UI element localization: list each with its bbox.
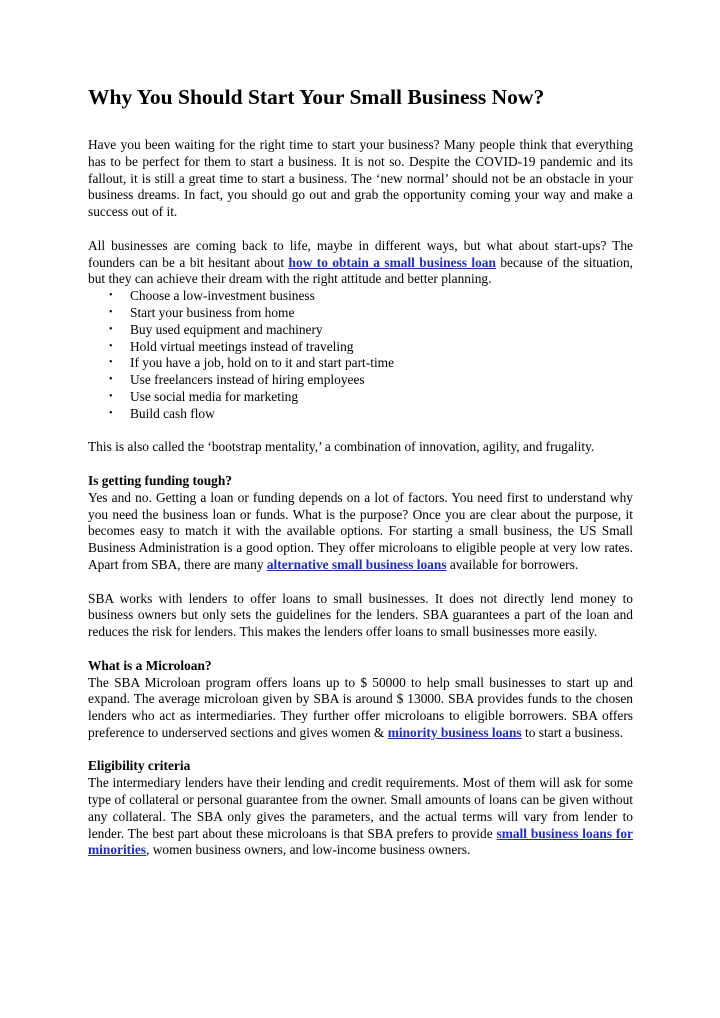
startups-paragraph	[88, 238, 633, 288]
bullet-icon: •	[109, 323, 113, 335]
eligibility-text-before: The intermediary lenders have their lending and credit requirements. Most of them will ask for some type of collateral or personal guarantee from the owner. Small amounts of loans can be given without any collateral. The SBA only gives the parameters, and the actual terms will vary from lender to lender. The best part about these microloans is that SBA prefers to provide	[88, 775, 633, 841]
small-business-loan-link[interactable]: how to obtain a small business loan	[288, 254, 496, 270]
bullet-icon: •	[109, 374, 113, 386]
list-item	[88, 322, 633, 339]
funding-text-before: Yes and no. Getting a loan or funding depends on a lot of factors. You need first to understand why you need the business loan or funds. What is the purpose? Once you are clear about the purpose, it becomes easy to match it with the available options. For starting a small business, the US Small Business Administration is a good option. They offer microloans to eligible people at very low rates. Apart from SBA, there are many	[88, 489, 633, 572]
bullet-icon: •	[109, 357, 113, 369]
list-item-text: Use social media for marketing	[130, 388, 299, 404]
microloan-text-before: The SBA Microloan program offers loans up to $ 50000 to help small businesses to start up and expand. The average microloan given by SBA is around $ 13000. SBA provides funds to the chosen lenders who act as intermediaries. They further offer microloans to eligible borrowers. SBA offers preference to underserved sections and gives women &	[88, 674, 633, 740]
minorities-loans-link[interactable]: small business loans for minorities	[88, 825, 633, 858]
alternative-loans-link[interactable]: alternative small business loans	[266, 556, 447, 572]
sba-paragraph: SBA works with lenders to offer loans to small businesses. It does not directly lend money to business owners but only sets the guidelines for the lenders. SBA guarantees a part of the loan and reduces the risk for lenders. This makes the lenders offer loans to small businesses more easily.	[88, 590, 633, 640]
bullet-icon: •	[109, 407, 113, 419]
list-item	[88, 389, 633, 406]
list-item-text: Hold virtual meetings instead of traveling	[130, 338, 354, 354]
list-item	[88, 355, 633, 372]
funding-heading: Is getting funding tough?	[88, 472, 232, 488]
bullet-icon: •	[109, 390, 113, 402]
list-item	[88, 339, 633, 356]
list-item-text: Buy used equipment and machinery	[130, 321, 323, 337]
bullet-icon: •	[109, 306, 113, 318]
list-item-text: If you have a job, hold on to it and start part-time	[130, 355, 395, 371]
eligibility-text-after: , women business owners, and low-income business owners.	[146, 842, 471, 858]
funding-paragraph	[88, 490, 633, 574]
document-body	[88, 84, 633, 859]
list-item-text: Choose a low-investment business	[130, 288, 315, 304]
list-item	[88, 305, 633, 322]
minority-business-loans-link[interactable]: minority business loans	[387, 724, 522, 740]
funding-text-after: available for borrowers.	[446, 556, 579, 572]
eligibility-heading: Eligibility criteria	[88, 758, 191, 774]
list-item	[88, 288, 633, 305]
bullet-icon: •	[109, 340, 113, 352]
list-item-text: Start your business from home	[130, 304, 295, 320]
microloan-text-after: to start a business.	[521, 724, 624, 740]
startups-text-after: because of the situation, but they can achieve their dream with the right attitude and better planning.	[88, 254, 633, 287]
tips-list	[88, 288, 633, 422]
page-title: Why You Should Start Your Small Business Now?	[88, 85, 545, 109]
microloan-heading: What is a Microloan?	[88, 657, 212, 673]
microloan-paragraph	[88, 675, 633, 742]
list-item	[88, 406, 633, 423]
list-item-text: Build cash flow	[130, 405, 215, 421]
bootstrap-paragraph: This is also called the ‘bootstrap mentality,’ a combination of innovation, agility, and frugality.	[88, 439, 595, 455]
list-item-text: Use freelancers instead of hiring employees	[130, 372, 365, 388]
eligibility-paragraph	[88, 775, 633, 859]
intro-paragraph: Have you been waiting for the right time to start your business? Many people think that everything has to be perfect for them to start a business. It is not so. Despite the COVID-19 pandemic and its fallout, it is still a great time to start a business. The ‘new normal’ should not be an obstacle in your business dreams. In fact, you should go out and grab the opportunity coming your way and make a success out of it.	[88, 137, 633, 220]
bullet-icon: •	[109, 290, 113, 302]
startups-text-before: All businesses are coming back to life, maybe in different ways, but what about start-ups? The founders can be a bit hesitant about	[88, 237, 633, 270]
list-item	[88, 372, 633, 389]
